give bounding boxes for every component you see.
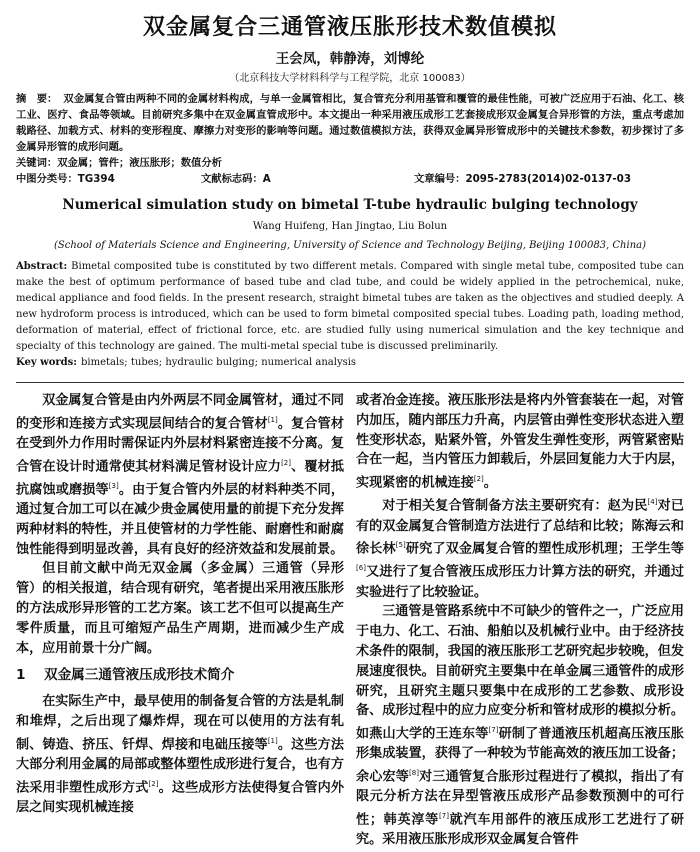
abstract-cn-text: 双金属复合管由两种不同的金属材料构成，与单一金属管相比，复合管充分利用基管和覆管的最佳性能，可被广泛应用于石油、化工、核工业、医疗、食品等领域。目前研究多集中在双金属直管成形中。本文提出一种采用液压成形工艺套接成形双金属复合异形管的方法，重点考虑加载路径、加载方式、材料的变形程度、摩擦力对变形的影响等问题。通过数值模拟方法，获得双金属异形管成形中的关键技术参数，初步探讨了多金属异形管的成形问题。 [16, 93, 685, 153]
citation: [6] [356, 564, 366, 573]
body-paragraph: 或者冶金连接。液压胀形法是将内外管套装在一起，对管内加压，随内部压力升高，内层管由弹性变形状态进入塑性变形状态，贴紧外管，外管发生弹性变形，两管紧密贴合在一起，当内管压力卸载后，外层回复能力大于内层，实现紧密的机械连接[2]。 [356, 393, 684, 491]
body-paragraph: 在实际生产中，最早使用的制备复合管的方法是轧制和堆焊，之后出现了爆炸焊，现在可以使用的方法有轧制、铸造、挤压、钎焊、焊接和电础压接等[1]。这些方法大部分利用金属的局部或整体塑性成形进行复合，也有方法采用非塑性成形方式[2]。这些成形方法使得复合管内外层之间实现机械连接 [16, 694, 345, 815]
keywords-cn-text: 双金属；管件；液压胀形；数值分析 [57, 157, 222, 169]
body-paragraph: 双金属复合管是由内外两层不同金属管材，通过不同的变形和连接方式实现层间结合的复合管材[1]。复合管材在受到外力作用时需保证内外层材料紧密连接不分离。复合管在设计时通常使其材料满足管材设计应力[2]、覆材抵抗腐蚀或磨损等[3]。由于复合管内外层的材料种类不同，通过复合加工可以在减少贵金属使用量的前提下充分发挥两种材料的特性，并且使管材的力学性能、耐磨性和耐腐蚀性能得到明显改善，具有良好的经济效益和发展前景。 [16, 393, 345, 557]
class-label: 中图分类号： [16, 173, 78, 185]
authors-cn: 王会凤，韩静涛，刘博纶 [275, 51, 425, 67]
keywords-cn-label: 关键词： [16, 157, 58, 169]
classification-row [16, 171, 684, 187]
doc-value: A [262, 173, 271, 185]
affiliation-en: (School of Materials Science and Engineering, University of Science and Technology Beijing, Beijing 100083, China) [54, 240, 646, 251]
citation: [1] [267, 415, 278, 424]
keywords-en [16, 355, 684, 371]
citation: [3] [108, 481, 119, 490]
section-divider [16, 382, 684, 383]
citation: [1] [267, 736, 278, 745]
abstract-en-text: Bimetal composited tube is constituted by two different metals. Compared with single metal tube, composited tube can make the best of optimum performance of based tube and clad tube, and could be widely applied in the petrochemical, nuke, medical appliance and food fields. In the present research, straight bimetal tubes are taken as the objectives and studied deeply. A new hydroform process is introduced, which can be used to form bimetal composited special tubes. Loading path, loading method, deformation of material, effect of frictional force, etc. are studied fully using numerical simulation and the key technique and specialty of this technology are gained. The multi-metal special tube is discussed preliminarily. [16, 261, 684, 352]
paper-title-en: Numerical simulation study on bimetal T-tube hydraulic bulging technology [62, 197, 638, 213]
citation: [4] [647, 498, 658, 507]
doc-label: 文献标志码： [201, 173, 263, 185]
article-label: 文章编号： [413, 173, 466, 185]
abstract-cn-label: 摘 要： [16, 93, 58, 105]
keywords-cn [16, 155, 684, 171]
authors-en: Wang Huifeng, Han Jingtao, Liu Bolun [252, 221, 448, 232]
citation: [2] [148, 779, 159, 788]
citation: [2] [473, 475, 484, 484]
section-number: 1 [16, 667, 26, 684]
citation: [2] [281, 458, 291, 467]
body-columns [16, 391, 684, 850]
citation: [8] [409, 769, 419, 778]
body-paragraph: 对于相关复合管制备方法主要研究有：赵为民[4]对已有的双金属复合管制造方法进行了总结和比较；陈海云和徐长林[5]研究了双金属复合管的塑性成形机理；王学生等[6]又进行了复合管液压成形压力计算方法的研究，并通过实验进行了比较验证。 [356, 498, 685, 600]
body-right-column [356, 391, 684, 850]
article-value: 2095-2783(2014)02-0137-03 [465, 173, 631, 185]
abstract-en-label: Abstract: [16, 261, 68, 272]
keywords-en-text: bimetals; tubes; hydraulic bulging; numerical analysis [81, 357, 357, 368]
body-left-column [16, 391, 344, 850]
section-title: 双金属三通管液压成形技术简介 [44, 667, 235, 684]
abstract-en [16, 259, 684, 355]
paper-title-cn: 双金属复合三通管液压胀形技术数值模拟 [142, 15, 557, 40]
citation: [7] [488, 726, 499, 735]
keywords-en-label: Key words: [16, 357, 77, 368]
affiliation-cn: （北京科技大学材料科学与工程学院，北京 100083） [229, 73, 471, 84]
abstract-cn [16, 91, 684, 155]
body-paragraph: 但目前文献中尚无双金属（多金属）三通管（异形管）的相关报道，结合现有研究，笔者提出采用液压胀形的方法成形异形管的工艺方案。该工艺不但可以提高生产零件质量，而且可缩短产品生产周期，进而减少生产成本，应用前景十分广阔。 [16, 561, 344, 656]
section-heading [16, 666, 344, 686]
citation: [5] [395, 541, 406, 550]
citation: [7] [438, 812, 449, 821]
class-value: TG394 [77, 173, 115, 185]
body-paragraph: 三通管是管路系统中不可缺少的管件之一，广泛应用于电力、化工、石油、船舶以及机械行业中。由于经济技术条件的限制，我国的液压胀形工艺研究起步较晚，但发展速度很快。目前研究主要集中在单金属三通管件的成形研究，且研究主题只要集中在成形的工艺参数、成形设备、成形过程中的应力应变分析和管材成形的模拟分析。如燕山大学的王连东等[7]研制了普通液压机超高压液压胀形集成装置，获得了一种较为节能高效的液压加工设备；余心宏等[8]对三通管复合胀形过程进行了模拟，指出了有限元分析方法在异型管液压成形产品参数预测中的可行性；韩英淳等[7]就汽车用部件的液压成形工艺进行了研究。采用液压胀形成形双金属复合管件 [356, 604, 685, 848]
